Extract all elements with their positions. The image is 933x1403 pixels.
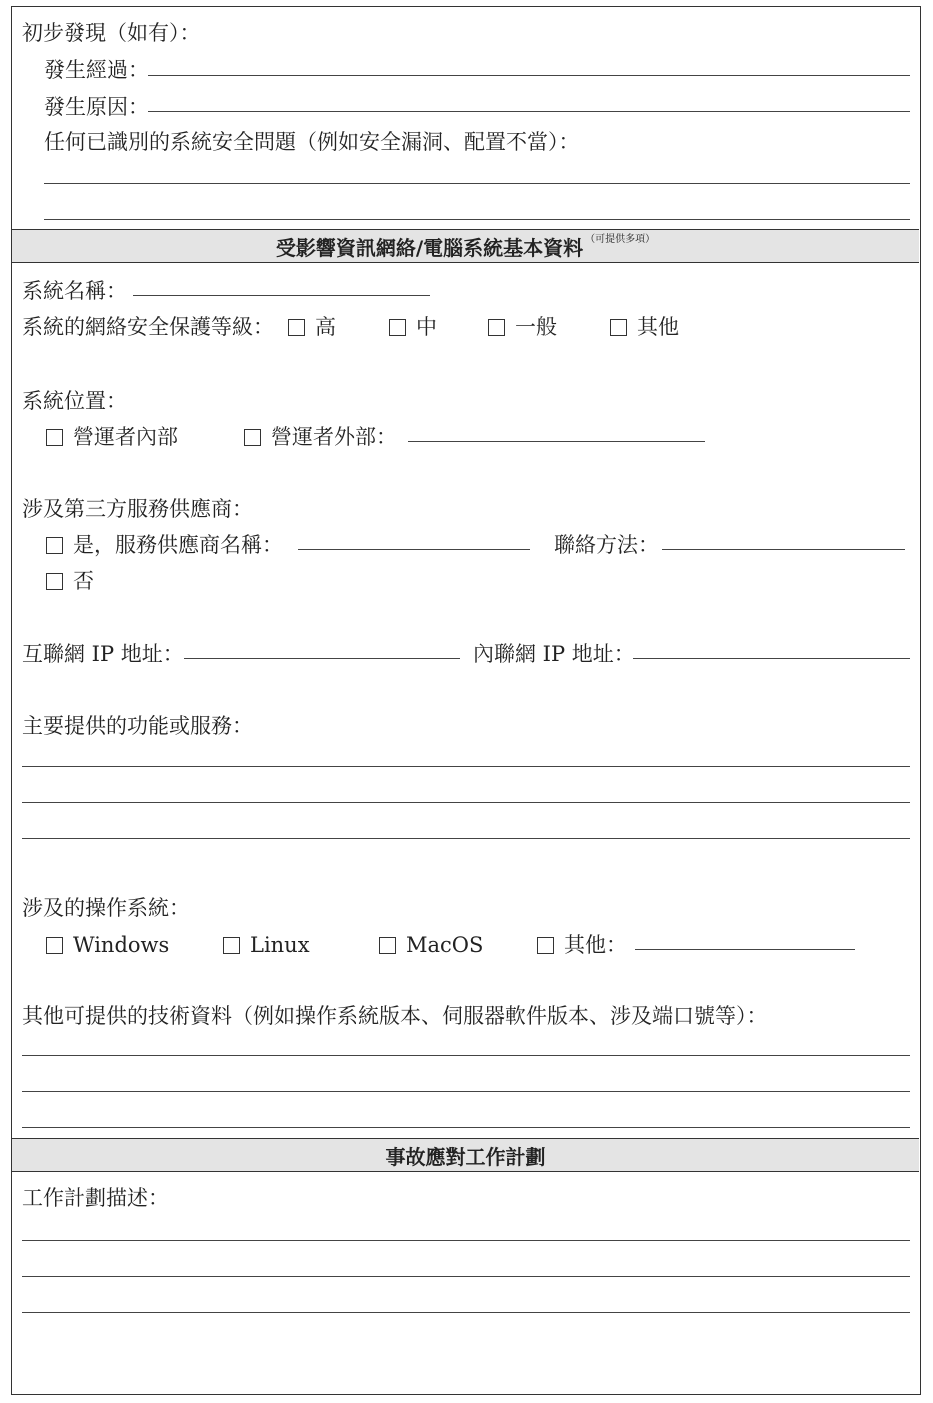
third-party-no-option[interactable]: 否	[46, 571, 94, 592]
checkbox[interactable]	[46, 429, 63, 446]
plan-section-header	[12, 1138, 919, 1172]
os-option-macos[interactable]: MacOS	[379, 935, 483, 956]
provider-name-field[interactable]	[298, 549, 530, 550]
other-tech-field-line-2[interactable]	[22, 1091, 910, 1092]
checkbox[interactable]	[288, 319, 305, 336]
plan-field-line-1[interactable]	[22, 1240, 910, 1241]
plan-field-line-2[interactable]	[22, 1276, 910, 1277]
issues-label: 任何已識別的系統安全問題（例如安全漏洞、配置不當）：	[44, 130, 580, 154]
contact-field[interactable]	[662, 549, 905, 550]
cause-label: 發生原因：	[44, 95, 149, 119]
process-label: 發生經過：	[44, 58, 149, 82]
level-option-other[interactable]: 其他	[610, 317, 679, 338]
other-tech-field-line-3[interactable]	[22, 1127, 910, 1128]
security-level-label: 系統的網絡安全保護等級：	[22, 315, 274, 339]
internet-ip-field[interactable]	[184, 658, 460, 659]
functions-field-line-1[interactable]	[22, 766, 910, 767]
checkbox[interactable]	[537, 937, 554, 954]
issues-field-line-2[interactable]	[44, 219, 910, 220]
issues-field-line-1[interactable]	[44, 183, 910, 184]
checkbox[interactable]	[389, 319, 406, 336]
external-location-field[interactable]	[408, 441, 705, 442]
os-other-field[interactable]	[635, 949, 855, 950]
cause-field[interactable]	[148, 111, 910, 112]
findings-heading: 初步發現（如有）：	[22, 21, 201, 45]
os-option-other[interactable]: 其他：	[537, 935, 627, 956]
system-name-field[interactable]	[133, 295, 430, 296]
plan-description-label: 工作計劃描述：	[22, 1186, 169, 1210]
system-section-header	[12, 229, 919, 263]
location-option-internal[interactable]: 營運者內部	[46, 427, 178, 448]
other-tech-field-line-1[interactable]	[22, 1055, 910, 1056]
checkbox[interactable]	[46, 937, 63, 954]
intranet-ip-field[interactable]	[633, 658, 910, 659]
os-option-windows[interactable]: Windows	[46, 935, 169, 956]
checkbox[interactable]	[244, 429, 261, 446]
level-option-high[interactable]: 高	[288, 317, 336, 338]
level-option-general[interactable]: 一般	[488, 317, 557, 338]
functions-field-line-2[interactable]	[22, 802, 910, 803]
form-frame	[11, 6, 921, 1395]
checkbox[interactable]	[610, 319, 627, 336]
functions-label: 主要提供的功能或服務：	[22, 714, 253, 738]
process-field[interactable]	[148, 75, 910, 76]
system-section-title: 受影響資訊網絡/電腦系統基本資料	[275, 235, 584, 260]
level-option-medium[interactable]: 中	[389, 317, 437, 338]
checkbox[interactable]	[223, 937, 240, 954]
third-party-yes-option[interactable]: 是，服務供應商名稱：	[46, 535, 283, 556]
plan-field-line-3[interactable]	[22, 1312, 910, 1313]
system-name-label: 系統名稱：	[22, 279, 127, 303]
system-section-title-note: （可提供多項）	[585, 233, 656, 245]
checkbox[interactable]	[46, 537, 63, 554]
plan-section-title: 事故應對工作計劃	[385, 1144, 546, 1169]
location-option-external[interactable]: 營運者外部：	[244, 427, 397, 448]
checkbox[interactable]	[46, 573, 63, 590]
os-label: 涉及的操作系統：	[22, 896, 190, 920]
checkbox[interactable]	[379, 937, 396, 954]
intranet-ip-label: 內聯網 IP 地址：	[473, 642, 635, 666]
internet-ip-label: 互聯網 IP 地址：	[22, 642, 184, 666]
checkbox[interactable]	[488, 319, 505, 336]
contact-label: 聯絡方法：	[554, 533, 659, 557]
other-tech-label: 其他可提供的技術資料（例如操作系統版本、伺服器軟件版本、涉及端口號等）：	[22, 1004, 768, 1028]
location-label: 系統位置：	[22, 389, 127, 413]
os-option-linux[interactable]: Linux	[223, 935, 310, 956]
functions-field-line-3[interactable]	[22, 838, 910, 839]
third-party-label: 涉及第三方服務供應商：	[22, 497, 253, 521]
